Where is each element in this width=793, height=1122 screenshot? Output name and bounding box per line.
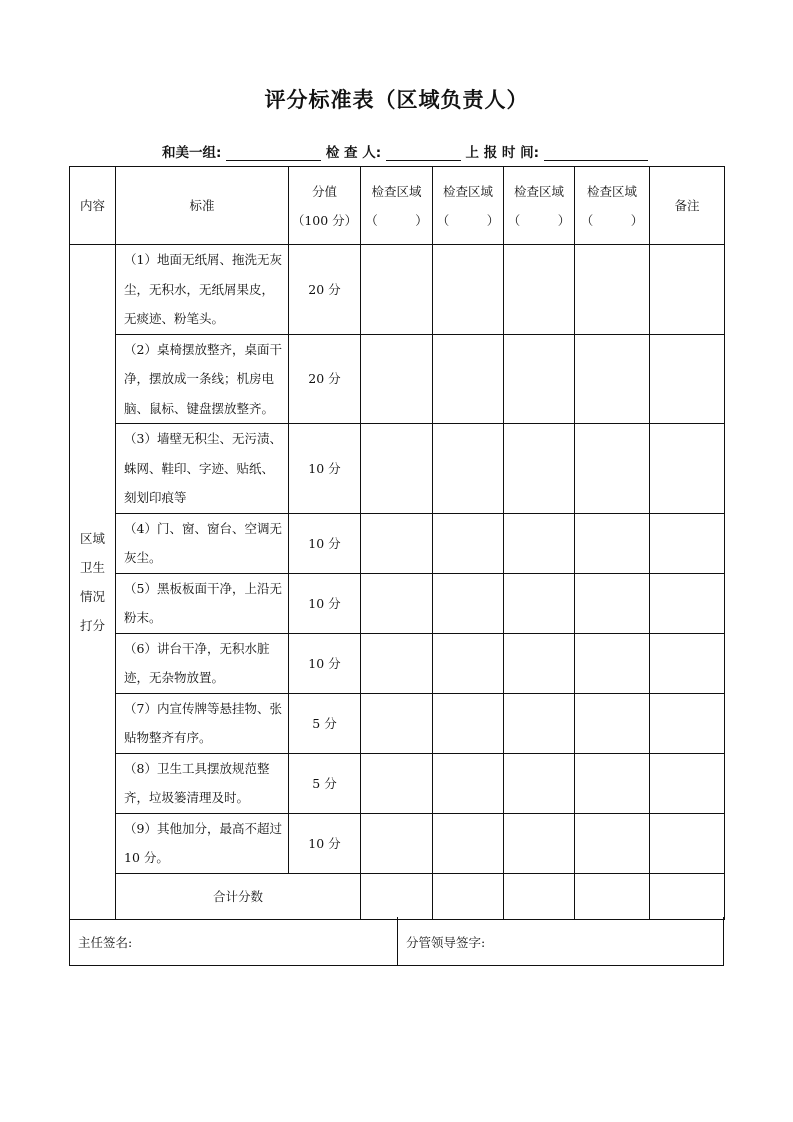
table-row (70, 424, 725, 514)
area-score-cell[interactable] (433, 573, 504, 633)
total-label: 合计分数 (116, 873, 361, 919)
remark-cell[interactable] (650, 813, 725, 873)
group-blank[interactable] (226, 146, 321, 161)
area-score-cell[interactable] (504, 813, 575, 873)
remark-cell[interactable] (650, 693, 725, 753)
area-score-cell[interactable] (504, 245, 575, 335)
table-row (70, 813, 725, 873)
category-line: 打分 (79, 617, 105, 633)
area-score-cell[interactable] (361, 693, 433, 753)
table-row (70, 334, 725, 424)
header-area-paren: （ ） (507, 212, 571, 228)
criteria-cell: （8）卫生工具摆放规范整齐，垃圾篓清理及时。 (116, 753, 289, 813)
category-line: 情况 (79, 588, 105, 604)
area-score-cell[interactable] (504, 334, 575, 424)
score-cell: 5 分 (289, 753, 361, 813)
table-row (70, 245, 725, 335)
remark-cell[interactable] (650, 334, 725, 424)
area-score-cell[interactable] (433, 513, 504, 573)
area-score-cell[interactable] (433, 753, 504, 813)
area-score-cell[interactable] (433, 633, 504, 693)
area-score-cell[interactable] (433, 813, 504, 873)
area-score-cell[interactable] (575, 334, 650, 424)
total-area-cell[interactable] (575, 873, 650, 919)
header-content: 内容 (70, 167, 116, 245)
table-row (70, 633, 725, 693)
score-cell: 10 分 (289, 633, 361, 693)
criteria-cell: （5）黑板板面干净，上沿无粉末。 (116, 573, 289, 633)
total-row (70, 873, 725, 919)
area-score-cell[interactable] (575, 424, 650, 514)
area-score-cell[interactable] (361, 245, 433, 335)
remark-cell[interactable] (650, 245, 725, 335)
area-score-cell[interactable] (504, 573, 575, 633)
header-area-paren: （ ） (365, 212, 428, 228)
area-score-cell[interactable] (504, 753, 575, 813)
signature-row (69, 917, 724, 966)
area-score-cell[interactable] (433, 424, 504, 514)
header-standard: 标准 (116, 167, 289, 245)
header-area-3 (504, 167, 575, 245)
table-row (70, 513, 725, 573)
remark-cell[interactable] (650, 633, 725, 693)
criteria-cell: （6）讲台干净，无积水脏迹，无杂物放置。 (116, 633, 289, 693)
remark-cell[interactable] (650, 573, 725, 633)
header-area-1 (361, 167, 433, 245)
document-title: 评分标准表（区域负责人） (264, 88, 529, 112)
header-area-paren: （ ） (580, 212, 644, 228)
total-area-cell[interactable] (504, 873, 575, 919)
remark-cell[interactable] (650, 424, 725, 514)
criteria-cell: （1）地面无纸屑、拖洗无灰尘，无积水，无纸屑果皮，无痰迹、粉笔头。 (116, 245, 289, 335)
area-score-cell[interactable] (575, 573, 650, 633)
scoring-table (69, 166, 725, 920)
header-area-label: 检查区域 (513, 183, 564, 199)
area-score-cell[interactable] (361, 334, 433, 424)
area-score-cell[interactable] (361, 753, 433, 813)
area-score-cell[interactable] (575, 753, 650, 813)
total-remark-cell[interactable] (650, 873, 725, 919)
area-score-cell[interactable] (361, 424, 433, 514)
score-cell: 10 分 (289, 573, 361, 633)
total-area-cell[interactable] (433, 873, 504, 919)
header-area-label: 检查区域 (371, 183, 422, 199)
header-area-paren: （ ） (436, 212, 500, 228)
score-cell: 10 分 (289, 424, 361, 514)
area-score-cell[interactable] (361, 633, 433, 693)
report-time-blank[interactable] (544, 146, 648, 161)
area-score-cell[interactable] (433, 693, 504, 753)
report-time-label: 上 报 时 间: (465, 145, 540, 161)
score-cell: 10 分 (289, 813, 361, 873)
area-score-cell[interactable] (361, 513, 433, 573)
category-line: 区域 (79, 530, 105, 546)
area-score-cell[interactable] (433, 245, 504, 335)
area-score-cell[interactable] (504, 513, 575, 573)
table-row (70, 753, 725, 813)
header-score-label: 分值 (311, 183, 337, 199)
area-score-cell[interactable] (575, 813, 650, 873)
score-cell: 20 分 (289, 245, 361, 335)
leader-signature-label: 分管领导签字: (406, 935, 486, 950)
header-area-4 (575, 167, 650, 245)
header-score (289, 167, 361, 245)
category-cell (70, 245, 116, 920)
info-line (162, 141, 648, 161)
criteria-cell: （2）桌椅摆放整齐，桌面干净，摆放成一条线；机房电脑、鼠标、键盘摆放整齐。 (116, 334, 289, 424)
criteria-cell: （9）其他加分，最高不超过 10 分。 (116, 813, 289, 873)
criteria-cell: （3）墙壁无积尘、无污渍、蛛网、鞋印、字迹、贴纸、刻划印痕等 (116, 424, 289, 514)
area-score-cell[interactable] (575, 633, 650, 693)
area-score-cell[interactable] (433, 334, 504, 424)
remark-cell[interactable] (650, 513, 725, 573)
criteria-cell: （7）内宣传牌等悬挂物、张贴物整齐有序。 (116, 693, 289, 753)
director-signature-cell[interactable] (70, 917, 398, 965)
inspector-label: 检 查 人: (325, 145, 382, 161)
area-score-cell[interactable] (504, 633, 575, 693)
area-score-cell[interactable] (575, 513, 650, 573)
area-score-cell[interactable] (504, 424, 575, 514)
header-remark: 备注 (650, 167, 725, 245)
criteria-cell: （4）门、窗、窗台、空调无灰尘。 (116, 513, 289, 573)
group-label: 和美一组: (162, 145, 222, 161)
area-score-cell[interactable] (361, 573, 433, 633)
table-row (70, 573, 725, 633)
score-cell: 5 分 (289, 693, 361, 753)
director-signature-label: 主任签名: (78, 935, 133, 950)
score-cell: 10 分 (289, 513, 361, 573)
area-score-cell[interactable] (575, 693, 650, 753)
remark-cell[interactable] (650, 753, 725, 813)
score-cell: 20 分 (289, 334, 361, 424)
header-area-label: 检查区域 (442, 183, 493, 199)
category-line: 卫生 (79, 559, 105, 575)
header-row (70, 167, 725, 245)
area-score-cell[interactable] (504, 693, 575, 753)
header-area-label: 检查区域 (586, 183, 637, 199)
header-area-2 (433, 167, 504, 245)
area-score-cell[interactable] (361, 813, 433, 873)
table-row (70, 693, 725, 753)
total-area-cell[interactable] (361, 873, 433, 919)
area-score-cell[interactable] (575, 245, 650, 335)
inspector-blank[interactable] (386, 146, 461, 161)
header-score-total: （100 分） (291, 212, 358, 228)
